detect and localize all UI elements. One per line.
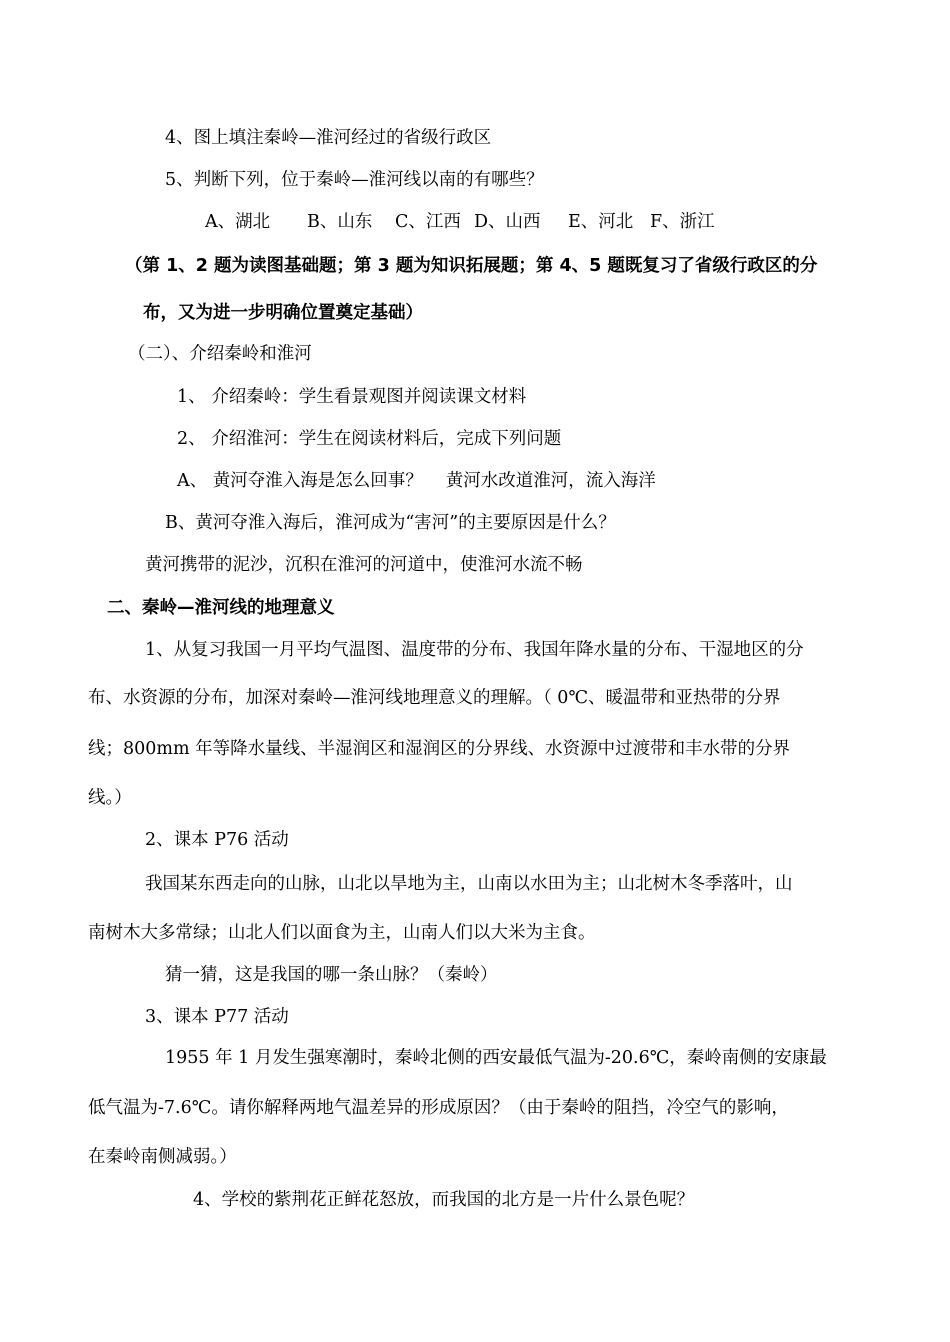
option-a: A、湖北 [205, 212, 271, 232]
option-c: C、江西 [395, 212, 461, 232]
paragraph-1-line-4: 线。） [88, 788, 132, 808]
option-e: E、河北 [568, 212, 634, 232]
activity-p76: 2、课本 P76 活动 [145, 830, 289, 850]
paragraph-1-line-1: 1、从复习我国一月平均气温图、温度带的分布、我国年降水量的分布、干湿地区的分 [145, 640, 804, 660]
teaching-note-line-1: （第 1、2 题为读图基础题；第 3 题为知识拓展题；第 4、5 题既复习了省级行政区的分 [125, 256, 818, 276]
option-f: F、浙江 [650, 212, 715, 232]
item-4-question: 4、学校的紫荆花正鲜花怒放，而我国的北方是一片什么景色呢？ [193, 1190, 695, 1210]
option-b: B、山东 [307, 212, 373, 232]
item-2: 2、 介绍淮河：学生在阅读材料后，完成下列问题 [177, 429, 562, 449]
paragraph-1-line-2: 布、水资源的分布，加深对秦岭—淮河线地理意义的理解。（ 0℃、暖温带和亚热带的分界 [88, 688, 781, 708]
option-d: D、山西 [474, 212, 541, 232]
item-b: B、黄河夺淮入海后，淮河成为“害河”的主要原因是什么？ [165, 513, 616, 533]
activity-p77-text-line-1: 1955 年 1 月发生强寒潮时，秦岭北侧的西安最低气温为-20.6℃，秦岭南侧的安康最 [165, 1048, 827, 1068]
item-1: 1、 介绍秦岭：学生看景观图并阅读课文材料 [177, 387, 527, 407]
heading-2: 二、秦岭—淮河线的地理意义 [107, 598, 335, 618]
answer-b: 黄河携带的泥沙，沉积在淮河的河道中，使淮河水流不畅 [145, 555, 583, 575]
activity-p77: 3、课本 P77 活动 [145, 1007, 289, 1027]
question-4: 4、图上填注秦岭—淮河经过的省级行政区 [165, 128, 492, 148]
activity-p77-text-line-2: 低气温为-7.6℃。请你解释两地气温差异的形成原因？（由于秦岭的阻挡，冷空气的影响， [88, 1098, 789, 1118]
activity-p77-text-line-3: 在秦岭南侧减弱。） [88, 1147, 237, 1167]
item-a: A、 黄河夺淮入海是怎么回事？ 黄河水改道淮河，流入海洋 [177, 471, 656, 491]
activity-p76-text-line-1: 我国某东西走向的山脉，山北以旱地为主，山南以水田为主；山北树木冬季落叶，山 [145, 874, 793, 894]
section-title: （二）、介绍秦岭和淮河 [128, 344, 312, 364]
guess-question: 猜一猜，这是我国的哪一条山脉？（秦岭） [165, 965, 498, 985]
options-row [205, 214, 715, 232]
question-5: 5、判断下列，位于秦岭—淮河线以南的有哪些？ [165, 170, 544, 190]
teaching-note-line-2: 布，又为进一步明确位置奠定基础） [143, 303, 423, 323]
paragraph-1-line-3: 线；800mm 年等降水量线、半湿润区和湿润区的分界线、水资源中过渡带和丰水带的分界 [88, 739, 791, 759]
activity-p76-text-line-2: 南树木大多常绿；山北人们以面食为主，山南人们以大米为主食。 [88, 923, 596, 943]
